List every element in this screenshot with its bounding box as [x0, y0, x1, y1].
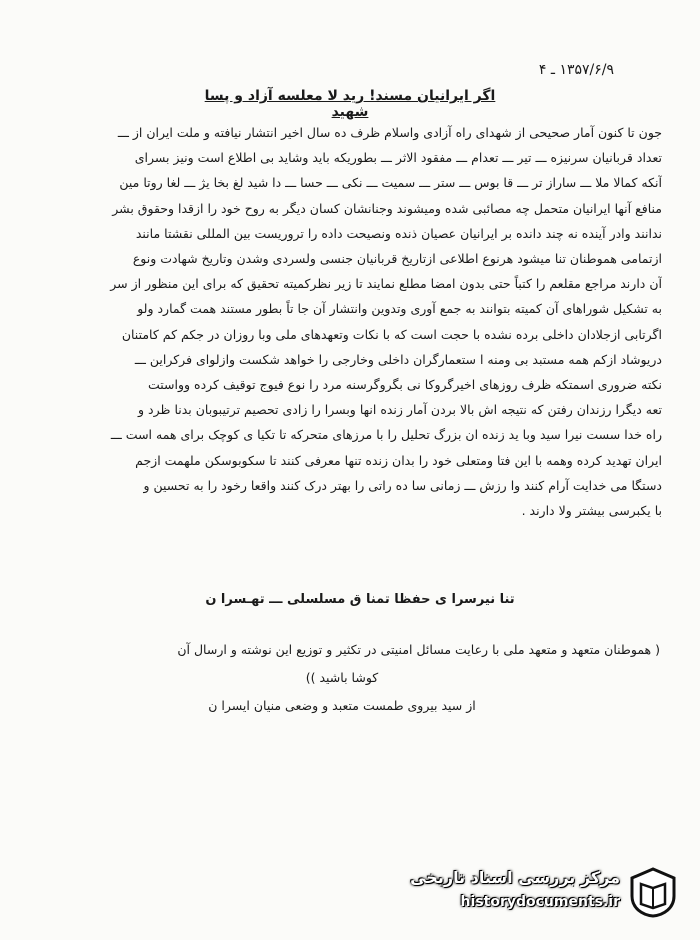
body-line: جون تا کنون آمار صحیحی از شهدای راه آزادی واسلام ظرف ده سال اخیر انتشار نیافته و ملت ایران از ـــ	[117, 125, 662, 140]
watermark-url: historydocuments.ir	[460, 894, 620, 910]
body-line: دریوشاد ازکم همه مستبد بی ومنه ا ستعمارگران داخلی وخارجی را خواهد شکست وازلوای فرکراین ـــ	[134, 351, 662, 367]
body-line: تعه دیگرا رزندان رفتن که نتیجه اش بالا بردن آمار زنده انها وبسرا را زادی تحصیم ترتیبوبان بدنا ظرد و	[138, 402, 662, 418]
date-line	[0, 62, 700, 84]
footnote-line: ( هموطنان متعهد و متعهد ملی با رعایت مسائل امنیتی در تکثیر و توزیع این نوشته و ارسال آن	[177, 642, 660, 657]
body-line: آن دارند مراجع مقلعم را کتباً حتی بدون امضا مطلع نمایند تا زیر نظرکمیته تحقیق که برای این منظور از سر	[110, 276, 662, 292]
body-line: راه خدا سست نیرا سید وبا ید زنده ان بزرگ تحلیل را با مرزهای متحرکه تا تکیا ی کوچک برای همه است ـــ	[110, 427, 662, 443]
body-line: نکته ضروری اسمتکه ظرف روزهای اخیرگروکا نی بگروگرسنه مرد را نوع فیوج توقیف کرده وواستت	[147, 377, 662, 393]
body-line: منافع آنها ایرانیان متحمل چه مصائبی شده ومیشوند وجنانشان کسان دیگر به روح خود را ازقدا وحقوق بشر	[112, 200, 662, 216]
watermark	[384, 862, 684, 922]
document-headline: اگر ایرانیان مسند! رید لا معلسه آزاد و پسا شهید	[204, 88, 496, 120]
document-body	[22, 120, 662, 523]
footnote-line: کوشا باشید ))	[305, 670, 379, 685]
body-line: ندانند وادر آینده نه چند دانده بر ایرانیان عصیان ذنده ونصیحت داده را تروریست بین المللی نقشتا مانند	[135, 225, 662, 241]
document-footnote	[24, 636, 660, 720]
body-line: اگرتابی ازجلادان داخلی برده نشده با حجت است که با نکات وتعهدهای ملی وبا روزان در جکم کم کامتنان	[121, 326, 662, 342]
document-signature: تنا نیرسرا ی حفظا تمنا ق مسلسلی ـــ تهـسرا ن	[205, 592, 515, 607]
body-line: با یکبرسی بیشتر ولا دارند .	[521, 503, 662, 519]
body-line: به تشکیل شوراهای آن کمیته بتوانند به جمع آوری وتدوین وانتشار آن جا تاً بطور مستند همت گمارد ولو	[137, 301, 662, 317]
book-shield-icon	[628, 866, 678, 918]
body-line: دستگا می خدایت آرام کنند وا رزش ـــ زمانی سا ده راتی را بهتر درک کنند واقعا رخود را به تحسین و	[143, 477, 662, 493]
watermark-title: مرکز بررسی اسناد تاریخی	[410, 868, 620, 887]
body-line: آنکه کمالا ملا ـــ ساراز تر ـــ قا بوس ـــ ستر ـــ سمیت ـــ نکی ـــ حسا ـــ دا شید لغ بخا یژ ـــ لغا روتا مین	[119, 175, 662, 191]
document-date: ۱۳۵۷/۶/۹ ـ ۴	[538, 62, 614, 78]
footnote-line: از سید بیروی طمست متعبد و وضعی منیان ایسرا ن	[208, 698, 476, 713]
body-line: تعداد قربانیان سرنیزه ـــ تیر ـــ تعدام ـــ مفقود الاثر ـــ بطوریکه باید وشاید بی اطلاع است ونیز بسرای	[134, 150, 662, 166]
body-line: ازتمامی هموطنان تنا میشود هرنوع اطلاعی ازتاریخ قربانیان جنسی ولسردی وشدن وتاریخ شهادت ونوع	[132, 251, 662, 267]
body-line: ایران تهدید کرده وهمه با این فتا ومتعلی خود را بدان زنده تنها معرفی کنند تا سکوبوسکن ملهمت ازجم	[135, 452, 662, 468]
